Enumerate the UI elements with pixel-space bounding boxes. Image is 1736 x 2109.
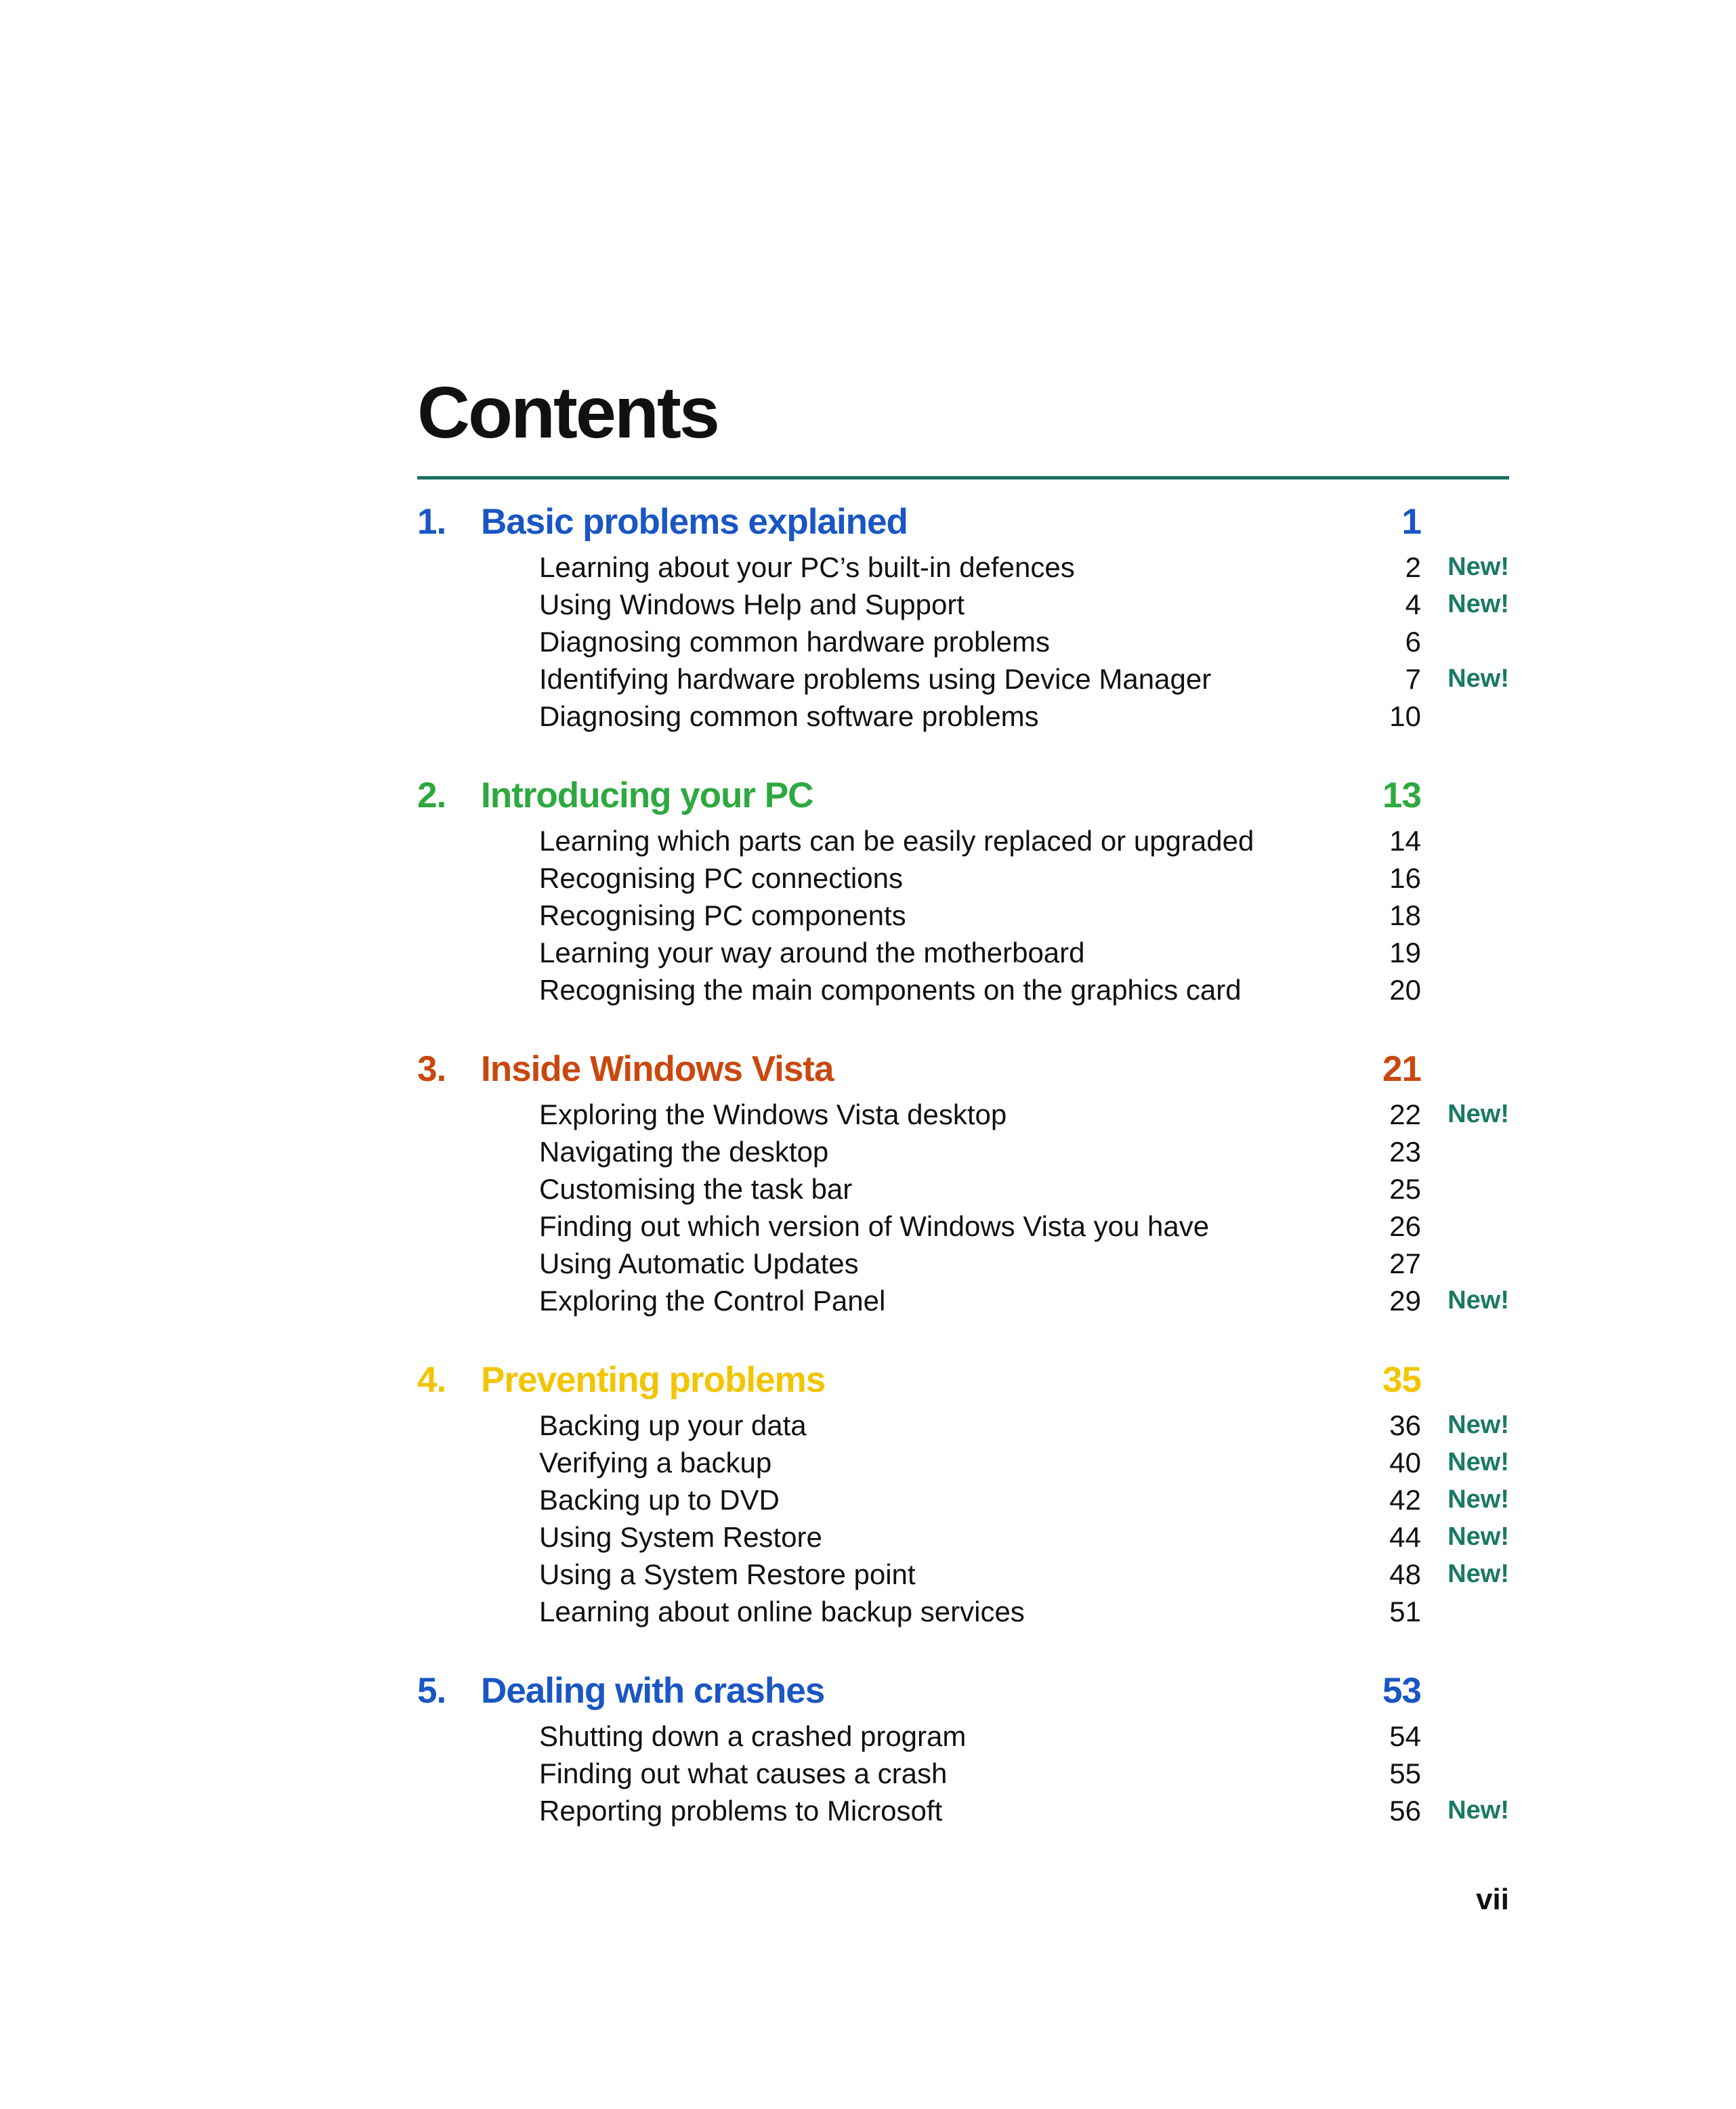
toc-entry[interactable]	[417, 934, 1509, 971]
entry-page-number: 42	[1389, 1484, 1421, 1516]
chapter-number: 5.	[417, 1671, 446, 1711]
toc-entry[interactable]	[417, 1170, 1509, 1208]
entry-page-number: 6	[1405, 626, 1421, 658]
entry-page-number: 44	[1389, 1521, 1421, 1553]
new-badge: New!	[1447, 1448, 1509, 1476]
entry-title: Finding out which version of Windows Vista you have	[539, 1210, 1210, 1242]
entry-page-number: 51	[1389, 1596, 1421, 1627]
entry-page-number: 48	[1389, 1558, 1421, 1590]
toc-entry[interactable]	[417, 623, 1509, 660]
toc-entry[interactable]	[417, 549, 1509, 586]
chapter-heading[interactable]	[417, 1665, 1509, 1718]
entry-page-number: 26	[1389, 1210, 1421, 1242]
chapter-section	[417, 1354, 1509, 1630]
toc-entry[interactable]	[417, 1593, 1509, 1630]
toc-entry[interactable]	[417, 1718, 1509, 1755]
entry-title: Backing up to DVD	[539, 1484, 780, 1516]
chapter-title: Inside Windows Vista	[481, 1049, 834, 1089]
new-badge: New!	[1447, 1485, 1509, 1514]
entry-page-number: 4	[1405, 589, 1421, 620]
entry-title: Learning your way around the motherboard	[539, 937, 1085, 968]
title-divider	[417, 476, 1509, 480]
toc-entry[interactable]	[417, 660, 1509, 698]
entry-page-number: 7	[1405, 663, 1421, 695]
page-title: Contents	[417, 371, 718, 453]
entry-title: Using System Restore	[539, 1521, 822, 1553]
entry-title: Using Windows Help and Support	[539, 589, 965, 620]
entry-title: Navigating the desktop	[539, 1136, 829, 1168]
entry-page-number: 14	[1389, 825, 1421, 857]
new-badge: New!	[1447, 1796, 1509, 1825]
entry-title: Recognising PC components	[539, 899, 906, 931]
entry-page-number: 16	[1389, 862, 1421, 894]
chapter-page-number: 1	[1401, 502, 1421, 542]
toc-entry[interactable]	[417, 1133, 1509, 1170]
chapter-title: Dealing with crashes	[481, 1671, 825, 1711]
chapter-number: 3.	[417, 1049, 446, 1089]
toc-entry[interactable]	[417, 1444, 1509, 1481]
entry-title: Recognising the main components on the graphics card	[539, 974, 1242, 1006]
new-badge: New!	[1447, 664, 1509, 693]
new-badge: New!	[1447, 1411, 1509, 1439]
entry-page-number: 36	[1389, 1409, 1421, 1441]
toc-entry[interactable]	[417, 1208, 1509, 1245]
page-number: vii	[1476, 1883, 1509, 1916]
entry-page-number: 29	[1389, 1285, 1421, 1317]
entry-title: Learning about online backup services	[539, 1596, 1025, 1627]
toc-entry[interactable]	[417, 897, 1509, 934]
entry-title: Finding out what causes a crash	[539, 1757, 948, 1789]
toc-entry[interactable]	[417, 586, 1509, 623]
entry-title: Learning about your PC’s built-in defences	[539, 551, 1075, 583]
new-badge: New!	[1447, 1100, 1509, 1128]
chapter-heading[interactable]	[417, 769, 1509, 822]
chapter-heading[interactable]	[417, 496, 1509, 549]
entry-page-number: 54	[1389, 1720, 1421, 1752]
chapter-section	[417, 769, 1509, 1008]
entry-title: Diagnosing common hardware problems	[539, 626, 1051, 658]
chapter-heading[interactable]	[417, 1354, 1509, 1407]
toc-entry[interactable]	[417, 1096, 1509, 1133]
toc-entry[interactable]	[417, 1481, 1509, 1518]
toc-entry[interactable]	[417, 1755, 1509, 1792]
toc-entry[interactable]	[417, 1282, 1509, 1319]
new-badge: New!	[1447, 553, 1509, 581]
entry-page-number: 25	[1389, 1173, 1421, 1205]
entry-title: Exploring the Windows Vista desktop	[539, 1099, 1007, 1130]
entry-title: Backing up your data	[539, 1409, 807, 1441]
entry-title: Using Automatic Updates	[539, 1248, 859, 1279]
entry-title: Diagnosing common software problems	[539, 700, 1039, 732]
entry-page-number: 10	[1389, 700, 1421, 732]
entry-title: Verifying a backup	[539, 1447, 772, 1478]
entry-page-number: 55	[1389, 1757, 1421, 1789]
chapter-title: Basic problems explained	[481, 502, 908, 542]
chapter-title: Introducing your PC	[481, 775, 813, 815]
entry-page-number: 19	[1389, 937, 1421, 968]
toc-entry[interactable]	[417, 1792, 1509, 1829]
chapter-number: 4.	[417, 1360, 446, 1400]
entry-page-number: 2	[1405, 551, 1421, 583]
chapter-section	[417, 1665, 1509, 1829]
chapter-page-number: 35	[1382, 1360, 1421, 1400]
toc-entry[interactable]	[417, 822, 1509, 859]
entry-title: Customising the task bar	[539, 1173, 853, 1205]
entry-page-number: 20	[1389, 974, 1421, 1006]
chapter-section	[417, 1043, 1509, 1319]
entry-title: Reporting problems to Microsoft	[539, 1795, 943, 1827]
entry-title: Using a System Restore point	[539, 1558, 916, 1590]
chapter-page-number: 21	[1382, 1049, 1421, 1089]
toc-entry[interactable]	[417, 971, 1509, 1008]
toc-entry[interactable]	[417, 1407, 1509, 1444]
entry-page-number: 23	[1389, 1136, 1421, 1168]
entry-title: Recognising PC connections	[539, 862, 903, 894]
chapter-number: 1.	[417, 502, 446, 542]
new-badge: New!	[1447, 1286, 1509, 1315]
entry-title: Shutting down a crashed program	[539, 1720, 967, 1752]
entry-page-number: 56	[1389, 1795, 1421, 1827]
toc-entry[interactable]	[417, 1245, 1509, 1282]
entry-title: Learning which parts can be easily replaced or upgraded	[539, 825, 1254, 857]
table-of-contents	[417, 496, 1509, 1864]
entry-page-number: 18	[1389, 899, 1421, 931]
entry-page-number: 40	[1389, 1447, 1421, 1478]
entry-page-number: 22	[1389, 1099, 1421, 1130]
chapter-page-number: 13	[1382, 775, 1421, 815]
entry-title: Identifying hardware problems using Device Manager	[539, 663, 1212, 695]
chapter-section	[417, 496, 1509, 735]
entry-title: Exploring the Control Panel	[539, 1285, 886, 1317]
toc-entry[interactable]	[417, 1518, 1509, 1556]
chapter-title: Preventing problems	[481, 1360, 826, 1400]
toc-entry[interactable]	[417, 859, 1509, 897]
new-badge: New!	[1447, 590, 1509, 618]
entry-page-number: 27	[1389, 1248, 1421, 1279]
chapter-page-number: 53	[1382, 1671, 1421, 1711]
toc-entry[interactable]	[417, 698, 1509, 735]
new-badge: New!	[1447, 1522, 1509, 1551]
toc-entry[interactable]	[417, 1556, 1509, 1593]
chapter-heading[interactable]	[417, 1043, 1509, 1096]
chapter-number: 2.	[417, 775, 446, 815]
new-badge: New!	[1447, 1560, 1509, 1588]
